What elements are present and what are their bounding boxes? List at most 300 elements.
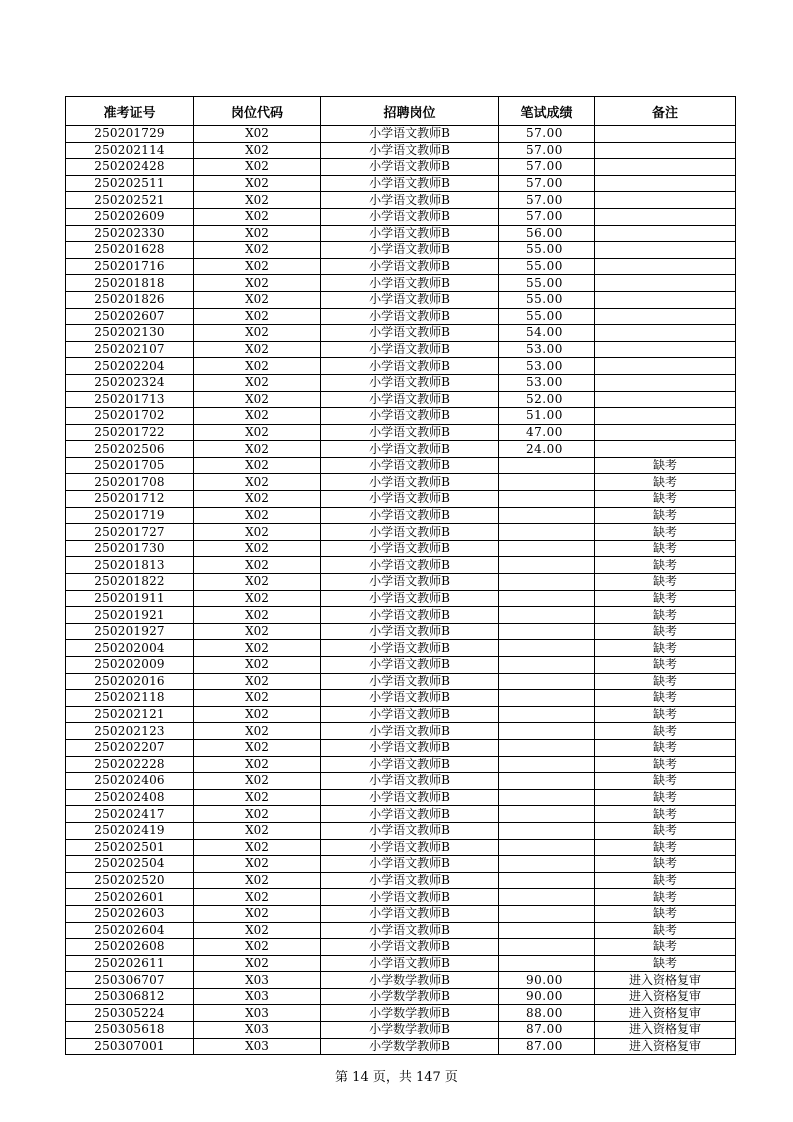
exam-id-cell: 250202607 — [66, 308, 194, 325]
table-row — [66, 391, 736, 408]
position-name-cell: 小学语文教师B — [321, 872, 499, 889]
position-code-cell: X02 — [194, 723, 321, 740]
position-code-cell: X02 — [194, 706, 321, 723]
position-code-cell: X02 — [194, 789, 321, 806]
score-cell — [499, 856, 595, 873]
exam-id-cell: 250202121 — [66, 706, 194, 723]
position-name-cell: 小学数学教师B — [321, 988, 499, 1005]
remark-cell: 缺考 — [595, 657, 736, 674]
score-cell — [499, 623, 595, 640]
position-code-cell: X02 — [194, 590, 321, 607]
position-name-cell: 小学语文教师B — [321, 208, 499, 225]
table-row — [66, 325, 736, 342]
score-cell — [499, 822, 595, 839]
position-name-cell: 小学语文教师B — [321, 308, 499, 325]
position-name-cell: 小学语文教师B — [321, 623, 499, 640]
position-name-cell: 小学语文教师B — [321, 955, 499, 972]
position-code-cell: X02 — [194, 126, 321, 143]
remark-cell — [595, 325, 736, 342]
exam-id-cell: 250202521 — [66, 192, 194, 209]
score-cell: 57.00 — [499, 159, 595, 176]
remark-cell: 缺考 — [595, 640, 736, 657]
position-name-cell: 小学语文教师B — [321, 905, 499, 922]
position-code-cell: X02 — [194, 756, 321, 773]
score-cell — [499, 723, 595, 740]
exam-id-cell: 250307001 — [66, 1038, 194, 1055]
table-row — [66, 358, 736, 375]
remark-cell: 缺考 — [595, 607, 736, 624]
remark-cell: 缺考 — [595, 524, 736, 541]
exam-id-cell: 250202419 — [66, 822, 194, 839]
position-code-cell: X02 — [194, 491, 321, 508]
score-cell — [499, 739, 595, 756]
table-row — [66, 159, 736, 176]
position-name-cell: 小学语文教师B — [321, 673, 499, 690]
position-code-cell: X02 — [194, 955, 321, 972]
table-row — [66, 773, 736, 790]
score-cell — [499, 457, 595, 474]
exam-id-cell: 250202406 — [66, 773, 194, 790]
exam-id-cell: 250201927 — [66, 623, 194, 640]
score-cell — [499, 806, 595, 823]
position-name-cell: 小学语文教师B — [321, 341, 499, 358]
position-name-cell: 小学数学教师B — [321, 1022, 499, 1039]
position-code-cell: X02 — [194, 839, 321, 856]
exam-id-cell: 250202016 — [66, 673, 194, 690]
table-row — [66, 972, 736, 989]
position-code-cell: X02 — [194, 524, 321, 541]
header-position-code: 岗位代码 — [194, 97, 321, 126]
remark-cell: 缺考 — [595, 922, 736, 939]
header-score: 笔试成绩 — [499, 97, 595, 126]
exam-id-cell: 250202330 — [66, 225, 194, 242]
exam-id-cell: 250202511 — [66, 175, 194, 192]
table-row — [66, 1005, 736, 1022]
exam-id-cell: 250201722 — [66, 424, 194, 441]
remark-cell — [595, 408, 736, 425]
exam-id-cell: 250202604 — [66, 922, 194, 939]
score-cell — [499, 474, 595, 491]
position-name-cell: 小学语文教师B — [321, 142, 499, 159]
position-code-cell: X03 — [194, 1022, 321, 1039]
remark-cell — [595, 142, 736, 159]
table-row — [66, 988, 736, 1005]
exam-id-cell: 250201719 — [66, 507, 194, 524]
score-cell — [499, 690, 595, 707]
exam-id-cell: 250201921 — [66, 607, 194, 624]
position-name-cell: 小学语文教师B — [321, 723, 499, 740]
position-code-cell: X02 — [194, 457, 321, 474]
score-cell: 53.00 — [499, 374, 595, 391]
exam-id-cell: 250202611 — [66, 955, 194, 972]
table-row — [66, 574, 736, 591]
remark-cell — [595, 358, 736, 375]
table-row — [66, 258, 736, 275]
table-row — [66, 491, 736, 508]
exam-id-cell: 250201705 — [66, 457, 194, 474]
position-name-cell: 小学语文教师B — [321, 856, 499, 873]
remark-cell — [595, 341, 736, 358]
position-code-cell: X02 — [194, 856, 321, 873]
remark-cell: 缺考 — [595, 723, 736, 740]
score-cell — [499, 706, 595, 723]
position-name-cell: 小学语文教师B — [321, 590, 499, 607]
header-remark: 备注 — [595, 97, 736, 126]
position-name-cell: 小学语文教师B — [321, 126, 499, 143]
remark-cell — [595, 242, 736, 259]
position-code-cell: X02 — [194, 889, 321, 906]
position-name-cell: 小学语文教师B — [321, 540, 499, 557]
score-cell — [499, 657, 595, 674]
position-code-cell: X02 — [194, 673, 321, 690]
exam-id-cell: 250202009 — [66, 657, 194, 674]
table-row — [66, 889, 736, 906]
position-code-cell: X02 — [194, 291, 321, 308]
table-row — [66, 540, 736, 557]
position-code-cell: X02 — [194, 640, 321, 657]
exam-id-cell: 250202118 — [66, 690, 194, 707]
exam-id-cell: 250202130 — [66, 325, 194, 342]
score-cell: 90.00 — [499, 972, 595, 989]
exam-id-cell: 250201716 — [66, 258, 194, 275]
remark-cell: 缺考 — [595, 889, 736, 906]
position-code-cell: X02 — [194, 341, 321, 358]
table-row — [66, 922, 736, 939]
exam-id-cell: 250202428 — [66, 159, 194, 176]
position-code-cell: X02 — [194, 308, 321, 325]
remark-cell: 缺考 — [595, 574, 736, 591]
header-exam-id: 准考证号 — [66, 97, 194, 126]
exam-id-cell: 250202609 — [66, 208, 194, 225]
exam-id-cell: 250202107 — [66, 341, 194, 358]
exam-id-cell: 250202520 — [66, 872, 194, 889]
score-cell — [499, 557, 595, 574]
remark-cell: 进入资格复审 — [595, 988, 736, 1005]
score-table — [65, 96, 736, 1055]
position-code-cell: X02 — [194, 806, 321, 823]
exam-id-cell: 250202608 — [66, 939, 194, 956]
position-name-cell: 小学语文教师B — [321, 607, 499, 624]
position-code-cell: X03 — [194, 988, 321, 1005]
remark-cell: 缺考 — [595, 474, 736, 491]
exam-id-cell: 250202408 — [66, 789, 194, 806]
remark-cell — [595, 275, 736, 292]
exam-id-cell: 250201813 — [66, 557, 194, 574]
score-cell — [499, 955, 595, 972]
position-name-cell: 小学语文教师B — [321, 756, 499, 773]
position-name-cell: 小学语文教师B — [321, 325, 499, 342]
table-row — [66, 756, 736, 773]
exam-id-cell: 250201713 — [66, 391, 194, 408]
position-name-cell: 小学语文教师B — [321, 640, 499, 657]
remark-cell: 缺考 — [595, 540, 736, 557]
score-cell: 55.00 — [499, 275, 595, 292]
table-row — [66, 706, 736, 723]
exam-id-cell: 250202114 — [66, 142, 194, 159]
table-row — [66, 1022, 736, 1039]
score-cell: 53.00 — [499, 341, 595, 358]
exam-id-cell: 250202204 — [66, 358, 194, 375]
table-row — [66, 474, 736, 491]
score-cell: 55.00 — [499, 242, 595, 259]
position-name-cell: 小学语文教师B — [321, 690, 499, 707]
position-name-cell: 小学语文教师B — [321, 574, 499, 591]
position-name-cell: 小学语文教师B — [321, 225, 499, 242]
position-code-cell: X03 — [194, 1005, 321, 1022]
score-cell — [499, 524, 595, 541]
position-name-cell: 小学语文教师B — [321, 175, 499, 192]
remark-cell: 缺考 — [595, 872, 736, 889]
position-code-cell: X02 — [194, 922, 321, 939]
position-name-cell: 小学语文教师B — [321, 806, 499, 823]
score-cell: 52.00 — [499, 391, 595, 408]
table-row — [66, 590, 736, 607]
position-name-cell: 小学语文教师B — [321, 773, 499, 790]
score-cell: 57.00 — [499, 208, 595, 225]
exam-id-cell: 250201727 — [66, 524, 194, 541]
score-table-container — [65, 96, 735, 1055]
exam-id-cell: 250202501 — [66, 839, 194, 856]
exam-id-cell: 250202004 — [66, 640, 194, 657]
score-cell — [499, 773, 595, 790]
position-name-cell: 小学语文教师B — [321, 706, 499, 723]
table-row — [66, 806, 736, 823]
exam-id-cell: 250202417 — [66, 806, 194, 823]
table-row — [66, 291, 736, 308]
remark-cell — [595, 159, 736, 176]
score-cell: 87.00 — [499, 1022, 595, 1039]
position-code-cell: X02 — [194, 657, 321, 674]
remark-cell: 缺考 — [595, 806, 736, 823]
position-name-cell: 小学语文教师B — [321, 457, 499, 474]
score-cell — [499, 574, 595, 591]
position-code-cell: X02 — [194, 607, 321, 624]
table-row — [66, 839, 736, 856]
exam-id-cell: 250202207 — [66, 739, 194, 756]
score-cell — [499, 872, 595, 889]
position-name-cell: 小学语文教师B — [321, 192, 499, 209]
remark-cell: 缺考 — [595, 756, 736, 773]
exam-id-cell: 250201822 — [66, 574, 194, 591]
position-name-cell: 小学语文教师B — [321, 408, 499, 425]
remark-cell — [595, 441, 736, 458]
score-cell — [499, 640, 595, 657]
table-row — [66, 939, 736, 956]
position-name-cell: 小学语文教师B — [321, 358, 499, 375]
position-code-cell: X02 — [194, 540, 321, 557]
remark-cell: 进入资格复审 — [595, 972, 736, 989]
score-cell — [499, 491, 595, 508]
position-code-cell: X02 — [194, 690, 321, 707]
page-footer: 第 14 页，共 147 页 — [335, 1070, 458, 1085]
position-name-cell: 小学语文教师B — [321, 275, 499, 292]
position-name-cell: 小学语文教师B — [321, 291, 499, 308]
exam-id-cell: 250201708 — [66, 474, 194, 491]
exam-id-cell: 250202123 — [66, 723, 194, 740]
table-row — [66, 275, 736, 292]
table-row — [66, 242, 736, 259]
position-name-cell: 小学数学教师B — [321, 1005, 499, 1022]
position-code-cell: X02 — [194, 208, 321, 225]
table-row — [66, 142, 736, 159]
score-cell: 54.00 — [499, 325, 595, 342]
exam-id-cell: 250201628 — [66, 242, 194, 259]
remark-cell: 缺考 — [595, 773, 736, 790]
position-code-cell: X02 — [194, 225, 321, 242]
exam-id-cell: 250202228 — [66, 756, 194, 773]
table-row — [66, 192, 736, 209]
score-cell: 90.00 — [499, 988, 595, 1005]
position-code-cell: X02 — [194, 822, 321, 839]
table-row — [66, 441, 736, 458]
position-code-cell: X02 — [194, 175, 321, 192]
exam-id-cell: 250202506 — [66, 441, 194, 458]
position-name-cell: 小学数学教师B — [321, 1038, 499, 1055]
remark-cell: 缺考 — [595, 739, 736, 756]
remark-cell — [595, 208, 736, 225]
position-code-cell: X02 — [194, 557, 321, 574]
position-name-cell: 小学数学教师B — [321, 972, 499, 989]
exam-id-cell: 250201826 — [66, 291, 194, 308]
score-cell: 55.00 — [499, 291, 595, 308]
remark-cell: 缺考 — [595, 789, 736, 806]
position-code-cell: X02 — [194, 441, 321, 458]
table-header-row — [66, 97, 736, 126]
exam-id-cell: 250202601 — [66, 889, 194, 906]
exam-id-cell: 250201818 — [66, 275, 194, 292]
table-row — [66, 225, 736, 242]
score-cell: 57.00 — [499, 126, 595, 143]
table-row — [66, 673, 736, 690]
score-cell — [499, 673, 595, 690]
remark-cell: 缺考 — [595, 491, 736, 508]
remark-cell: 缺考 — [595, 557, 736, 574]
score-cell: 24.00 — [499, 441, 595, 458]
header-position-name: 招聘岗位 — [321, 97, 499, 126]
table-row — [66, 822, 736, 839]
remark-cell — [595, 308, 736, 325]
remark-cell — [595, 374, 736, 391]
remark-cell: 缺考 — [595, 507, 736, 524]
remark-cell: 缺考 — [595, 623, 736, 640]
score-cell: 51.00 — [499, 408, 595, 425]
remark-cell: 缺考 — [595, 706, 736, 723]
score-cell — [499, 905, 595, 922]
table-row — [66, 341, 736, 358]
score-cell — [499, 590, 595, 607]
position-code-cell: X02 — [194, 574, 321, 591]
position-code-cell: X02 — [194, 905, 321, 922]
table-row — [66, 657, 736, 674]
remark-cell: 缺考 — [595, 939, 736, 956]
score-cell — [499, 939, 595, 956]
exam-id-cell: 250305224 — [66, 1005, 194, 1022]
remark-cell: 缺考 — [595, 839, 736, 856]
position-code-cell: X02 — [194, 474, 321, 491]
remark-cell: 缺考 — [595, 457, 736, 474]
remark-cell: 缺考 — [595, 673, 736, 690]
score-cell: 57.00 — [499, 175, 595, 192]
remark-cell: 缺考 — [595, 690, 736, 707]
remark-cell: 缺考 — [595, 822, 736, 839]
table-row — [66, 607, 736, 624]
table-row — [66, 126, 736, 143]
score-cell: 88.00 — [499, 1005, 595, 1022]
position-name-cell: 小学语文教师B — [321, 657, 499, 674]
position-code-cell: X02 — [194, 939, 321, 956]
position-code-cell: X02 — [194, 142, 321, 159]
position-name-cell: 小学语文教师B — [321, 424, 499, 441]
position-code-cell: X02 — [194, 258, 321, 275]
score-cell — [499, 889, 595, 906]
position-name-cell: 小学语文教师B — [321, 258, 499, 275]
score-cell: 47.00 — [499, 424, 595, 441]
position-name-cell: 小学语文教师B — [321, 839, 499, 856]
remark-cell — [595, 424, 736, 441]
position-name-cell: 小学语文教师B — [321, 889, 499, 906]
table-row — [66, 208, 736, 225]
remark-cell: 缺考 — [595, 955, 736, 972]
table-row — [66, 408, 736, 425]
position-name-cell: 小学语文教师B — [321, 242, 499, 259]
remark-cell — [595, 291, 736, 308]
table-body — [66, 126, 736, 1055]
position-name-cell: 小学语文教师B — [321, 159, 499, 176]
table-row — [66, 623, 736, 640]
exam-id-cell: 250202603 — [66, 905, 194, 922]
table-row — [66, 905, 736, 922]
remark-cell: 缺考 — [595, 905, 736, 922]
position-name-cell: 小学语文教师B — [321, 524, 499, 541]
remark-cell — [595, 126, 736, 143]
exam-id-cell: 250201730 — [66, 540, 194, 557]
table-row — [66, 374, 736, 391]
score-cell — [499, 607, 595, 624]
exam-id-cell: 250306812 — [66, 988, 194, 1005]
position-code-cell: X02 — [194, 325, 321, 342]
position-name-cell: 小学语文教师B — [321, 739, 499, 756]
table-row — [66, 739, 736, 756]
remark-cell: 缺考 — [595, 856, 736, 873]
remark-cell — [595, 225, 736, 242]
position-name-cell: 小学语文教师B — [321, 939, 499, 956]
table-row — [66, 723, 736, 740]
position-code-cell: X02 — [194, 374, 321, 391]
exam-id-cell: 250305618 — [66, 1022, 194, 1039]
position-code-cell: X02 — [194, 408, 321, 425]
score-cell: 87.00 — [499, 1038, 595, 1055]
table-row — [66, 308, 736, 325]
table-row — [66, 457, 736, 474]
score-cell: 55.00 — [499, 258, 595, 275]
position-code-cell: X02 — [194, 275, 321, 292]
remark-cell — [595, 391, 736, 408]
remark-cell: 缺考 — [595, 590, 736, 607]
remark-cell: 进入资格复审 — [595, 1038, 736, 1055]
score-cell: 55.00 — [499, 308, 595, 325]
score-cell — [499, 789, 595, 806]
position-code-cell: X02 — [194, 507, 321, 524]
score-cell — [499, 922, 595, 939]
exam-id-cell: 250202324 — [66, 374, 194, 391]
score-cell — [499, 540, 595, 557]
table-row — [66, 955, 736, 972]
exam-id-cell: 250201702 — [66, 408, 194, 425]
remark-cell — [595, 192, 736, 209]
table-row — [66, 1038, 736, 1055]
table-row — [66, 856, 736, 873]
position-name-cell: 小学语文教师B — [321, 441, 499, 458]
